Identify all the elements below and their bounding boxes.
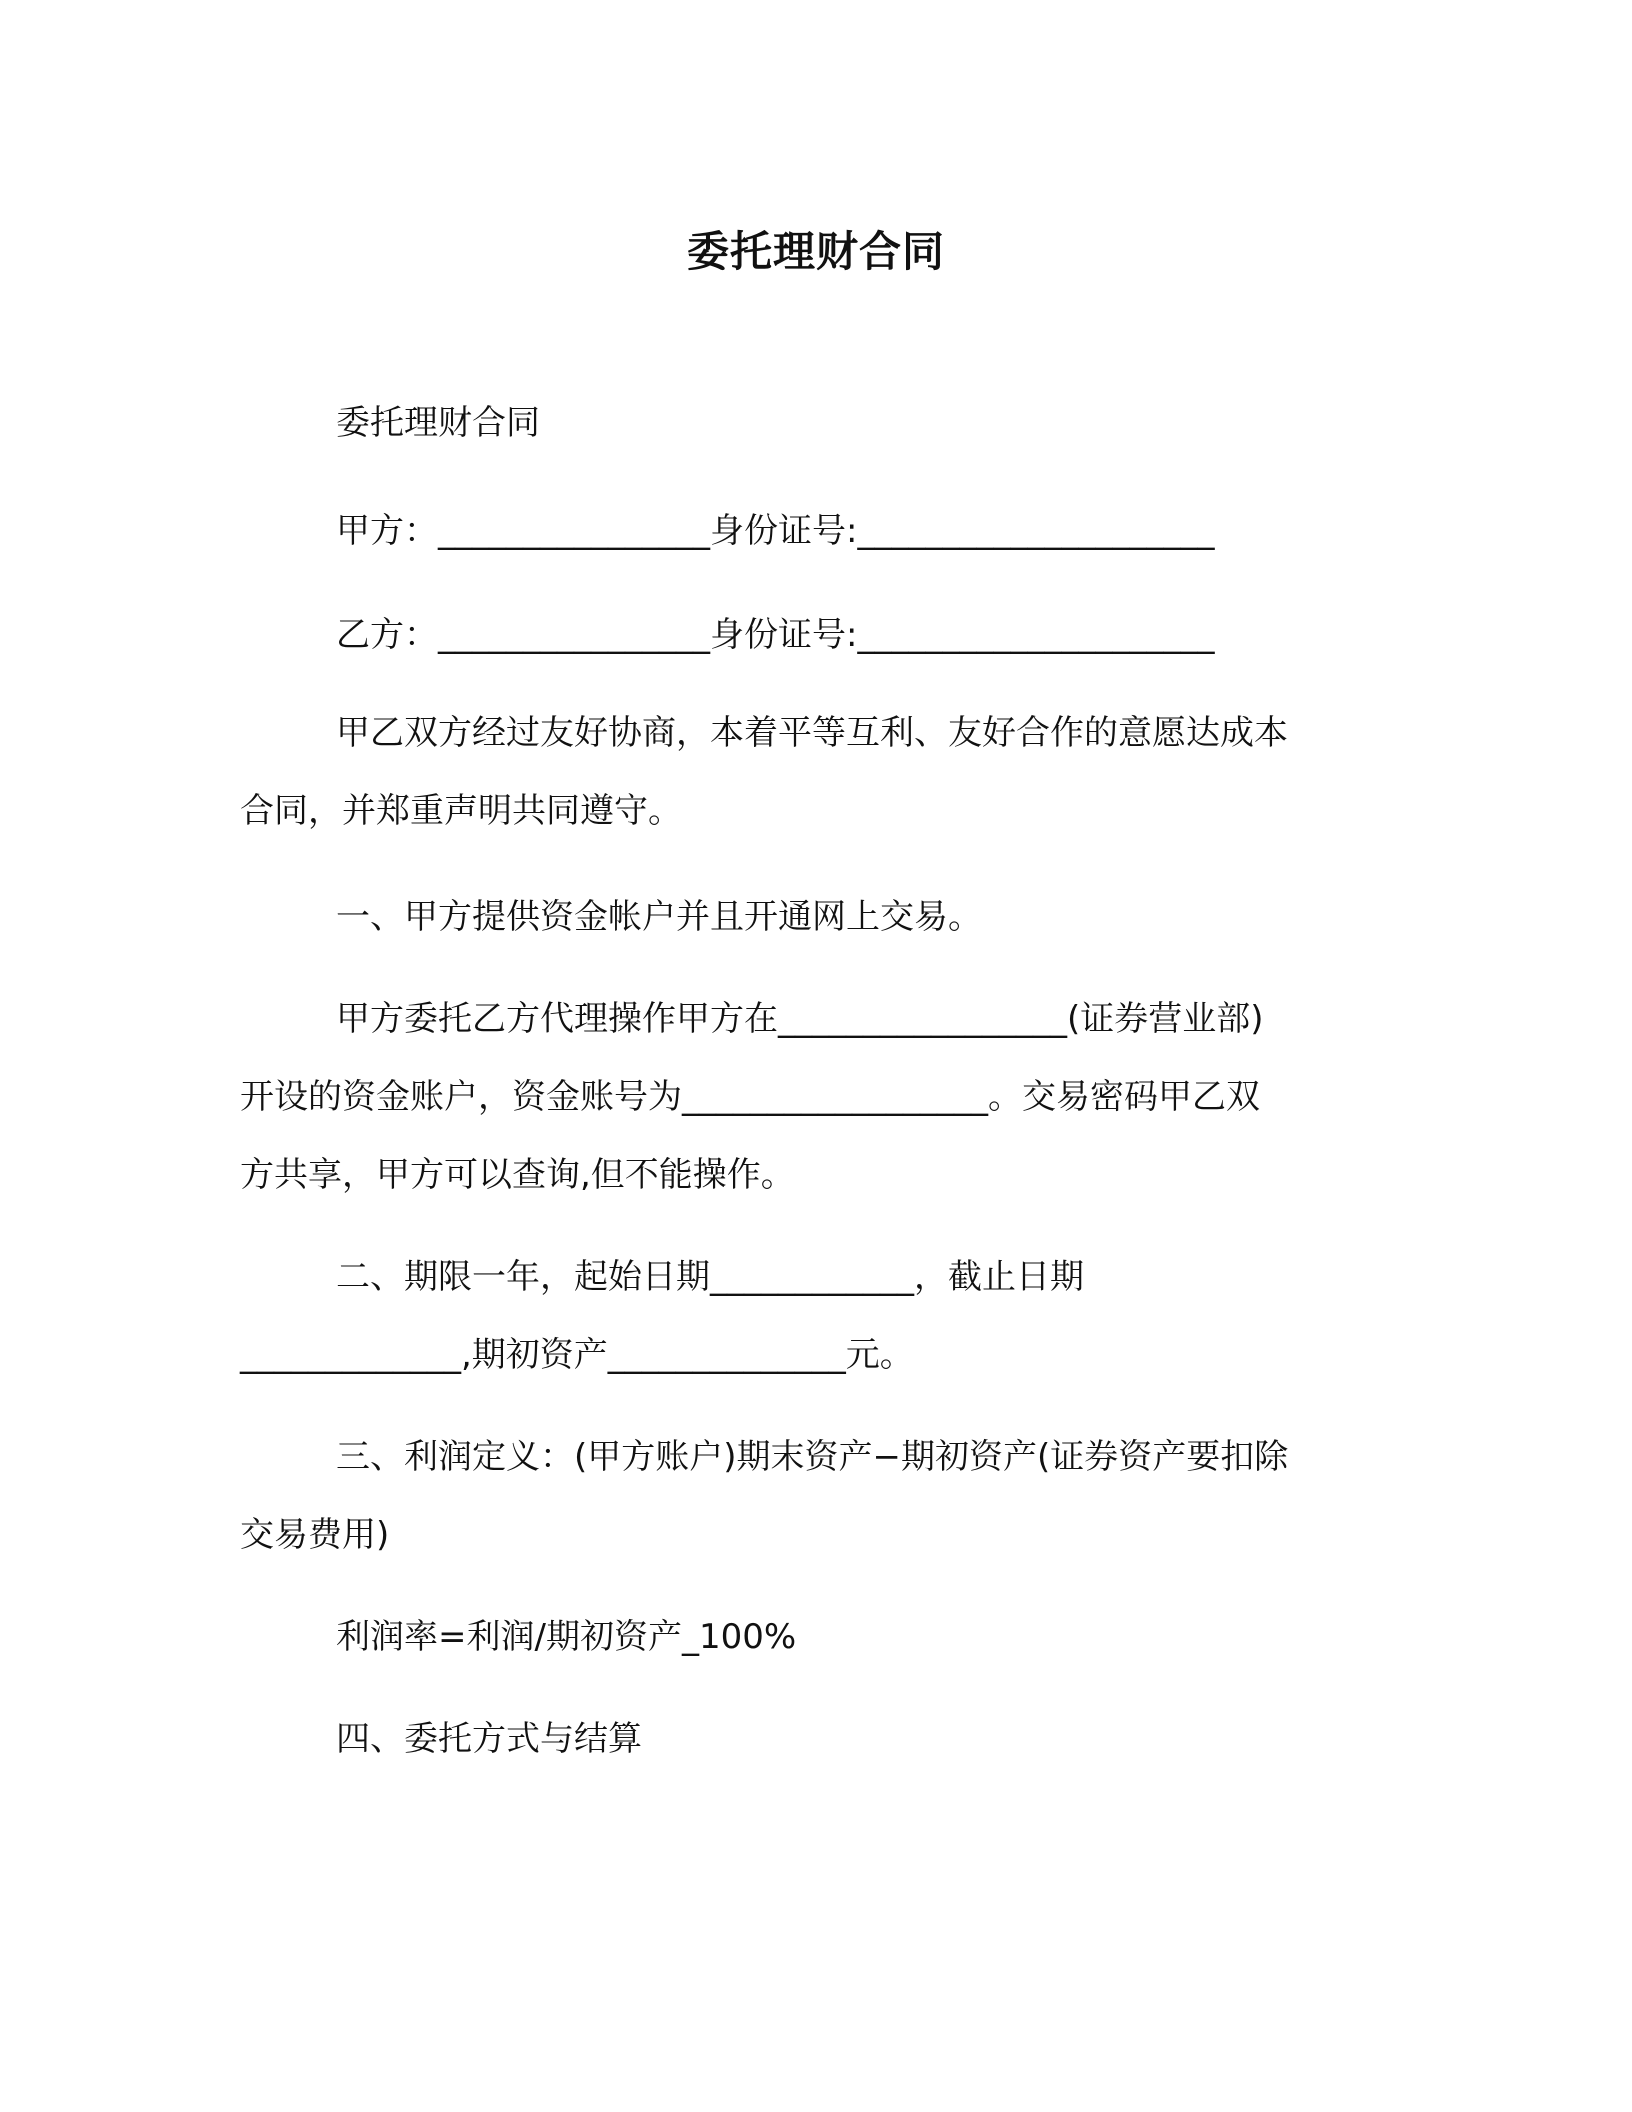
- paragraph-party-b: [240, 596, 1400, 674]
- paragraph-line: _____________,期初资产______________元。: [240, 1335, 914, 1375]
- paragraph-profit-rate: [240, 1598, 1400, 1676]
- paragraph-line: 交易费用): [240, 1515, 390, 1555]
- document-title: 委托理财合同: [686, 227, 945, 276]
- paragraph-line: 开设的资金账户，资金账号为__________________。交易密码甲乙双: [240, 1077, 1260, 1117]
- paragraph-line: 一、甲方提供资金帐户并且开通网上交易。: [336, 897, 982, 937]
- paragraph-line: 甲方：________________身份证号:_____________________: [336, 511, 1215, 551]
- paragraph-line: 合同，并郑重声明共同遵守。: [240, 791, 682, 831]
- paragraph-line: 三、利润定义：(甲方账户)期末资产−期初资产(证券资产要扣除: [336, 1437, 1289, 1477]
- paragraph-agreement: [240, 694, 1400, 850]
- paragraph-line: 四、委托方式与结算: [336, 1719, 642, 1759]
- paragraph-line: 利润率=利润/期初资产_100%: [336, 1617, 797, 1657]
- paragraph-line: 委托理财合同: [336, 403, 540, 443]
- paragraph-line: 二、期限一年，起始日期____________，截止日期: [336, 1257, 1084, 1297]
- paragraph-clause-4: [240, 1700, 1400, 1778]
- paragraph-clause-1: [240, 878, 1400, 956]
- paragraph-line: 甲方委托乙方代理操作甲方在_________________(证券营业部): [336, 999, 1264, 1039]
- paragraph-line: 方共享，甲方可以查询,但不能操作。: [240, 1155, 795, 1195]
- paragraph-clause-2: [240, 1238, 1400, 1394]
- paragraph-clause-1-detail: [240, 980, 1400, 1214]
- paragraph-subtitle: [240, 384, 1400, 462]
- paragraph-clause-3: [240, 1418, 1400, 1574]
- paragraph-line: 乙方：________________身份证号:_____________________: [336, 615, 1215, 655]
- paragraph-line: 甲乙双方经过友好协商，本着平等互利、友好合作的意愿达成本: [336, 713, 1288, 753]
- paragraph-party-a: [240, 492, 1400, 570]
